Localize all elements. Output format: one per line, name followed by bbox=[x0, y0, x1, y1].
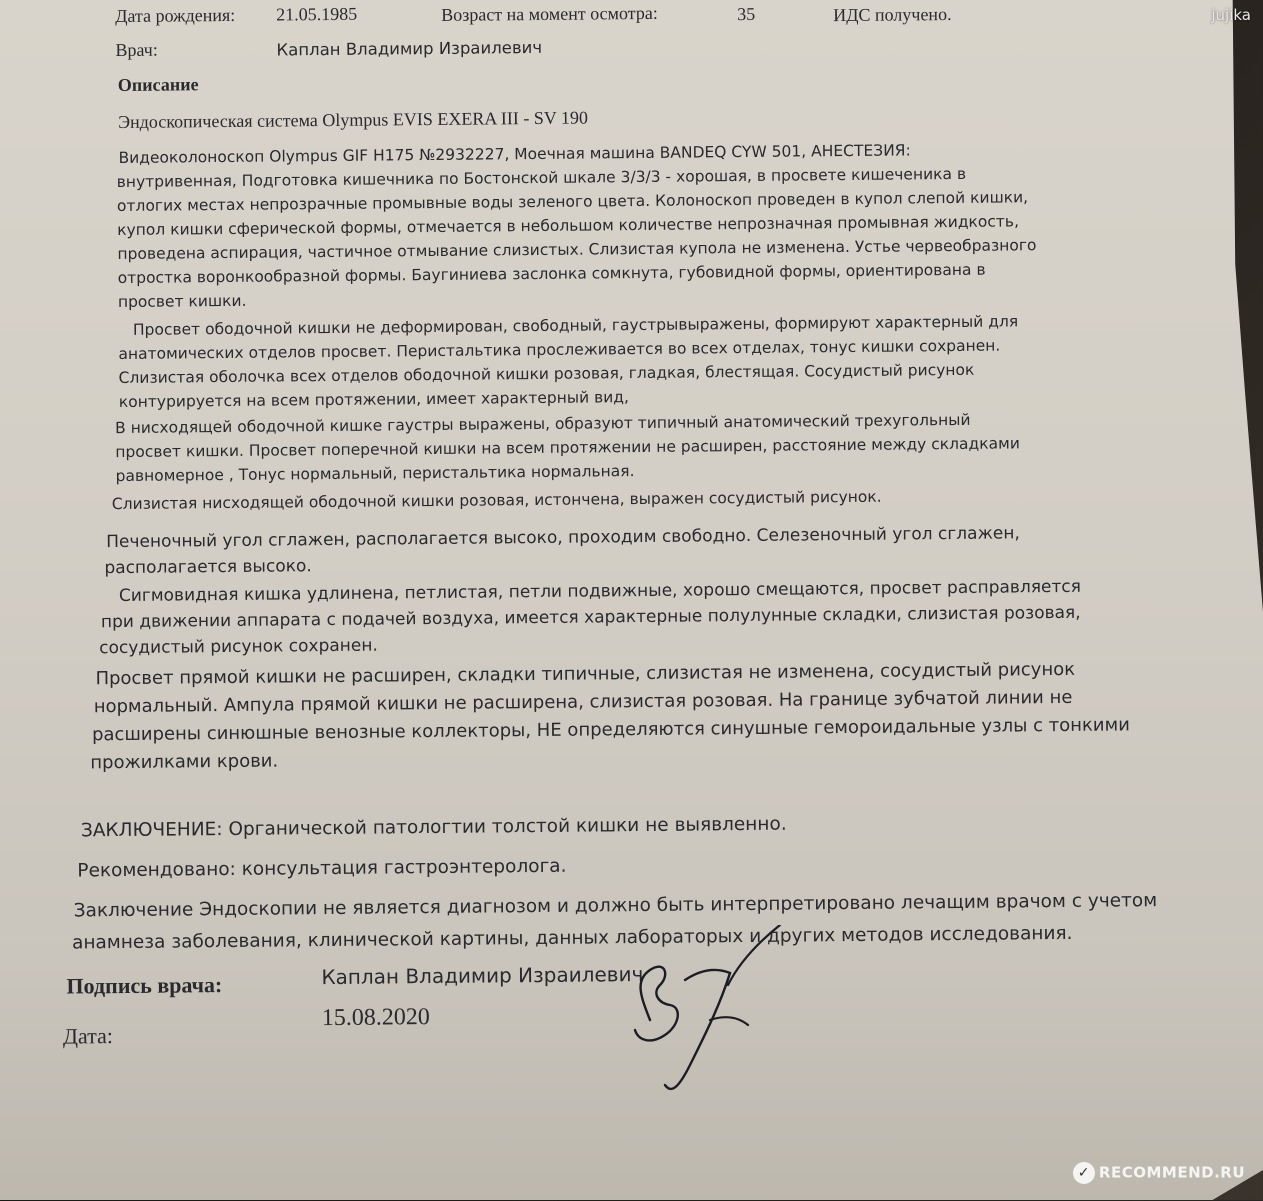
age-value: 35 bbox=[737, 3, 756, 25]
description-line: проведена аспирация, частичное отмывание слизистых. Слизистая купола не изменена. Устье червеобразного bbox=[117, 236, 1037, 264]
description-line: анатомических отделов просвет. Перистальтика прослеживается во всех отделах, тонус кишки сохранен. bbox=[118, 336, 1001, 364]
description-line: Сигмовидная кишка удлинена, петлистая, петли подвижные, хорошо смещаются, просвет расправляется bbox=[102, 576, 1082, 607]
description-line: В нисходящей ободочной кишке гаустры выражены, образуют типичный анатомический трехугольный bbox=[115, 410, 971, 438]
signature-stroke bbox=[635, 967, 678, 1041]
site-watermark-text: RECOMMEND.RU bbox=[1098, 1163, 1245, 1182]
description-line: располагается высоко. bbox=[104, 556, 312, 579]
recommend-logo-icon: ✓ bbox=[1073, 1162, 1095, 1184]
disclaimer-line: анамнеза заболевания, клинической картины, данных лабораторых и других методов исследования. bbox=[71, 922, 1073, 954]
description-line: Печеночный угол сглажен, располагается высоко, проходим свободно. Селезеночный угол сглажен, bbox=[106, 523, 1020, 553]
site-watermark bbox=[1073, 1162, 1245, 1184]
description-line: купол кишки сферической формы, отмечается в небольшом количестве непрозначная промывная жидкость, bbox=[117, 212, 1020, 240]
description-line: отлогих местах непрозрачные промывные воды зеленого цвета. Колоноскоп проведен в купол слепой кишки, bbox=[116, 188, 1029, 216]
description-line: контурируется на всем протяжении, имеет характерный вид, bbox=[118, 388, 629, 412]
user-watermark: jujika bbox=[1211, 6, 1251, 24]
description-line: Слизистая нисходящей ободочной кишки розовая, истончена, выражен сосудистый рисунок. bbox=[111, 487, 882, 514]
recommendation-text: Рекомендовано: консультация гастроэнтеролога. bbox=[77, 855, 567, 882]
conclusion-text: ЗАКЛЮЧЕНИЕ: Органической патологтии толстой кишки не выявленно. bbox=[80, 813, 787, 842]
description-heading: Описание bbox=[117, 74, 199, 96]
doctor-label: Врач: bbox=[115, 39, 158, 61]
description-line: сосудистый рисунок сохранен. bbox=[99, 635, 378, 659]
ids-status: ИДС получено. bbox=[833, 4, 952, 26]
signature-stroke bbox=[665, 970, 730, 1089]
signature-name: Каплан Владимир Израилевич bbox=[321, 962, 644, 990]
description-line: внутривенная, Подготовка кишечника по Бостонской шкале 3/3/3 - хорошая, в просвете кишеченика в bbox=[116, 164, 967, 192]
signature-date: 15.08.2020 bbox=[321, 1004, 430, 1032]
handwritten-signature bbox=[610, 925, 810, 1105]
signature-stroke bbox=[710, 1017, 748, 1025]
description-line: отростка воронкообразной формы. Баугиниева заслонка сомкнута, губовидной формы, ориентирована в bbox=[117, 260, 986, 288]
dob-label: Дата рождения: bbox=[115, 4, 236, 27]
description-line: прожилками крови. bbox=[90, 750, 279, 774]
signature-label: Подпись врача: bbox=[66, 972, 223, 999]
description-line: равномерное , Тонус нормальный, перистальтика нормальная. bbox=[115, 462, 635, 486]
disclaimer-line: Заключение Эндоскопии не является диагнозом и должно быть интерпретировано лечащим врачом с учетом bbox=[73, 890, 1158, 922]
age-label: Возраст на момент осмотра: bbox=[441, 2, 658, 25]
dob-value: 21.05.1985 bbox=[276, 3, 358, 25]
description-line: при движении аппарата с подачей воздуха, имеется характерные полулунные складки, слизистая розовая, bbox=[100, 602, 1081, 633]
description-line: просвет кишки. Просвет поперечной кишки на всем протяжении не расширен, расстояние между складками bbox=[115, 434, 1020, 462]
description-line: Просвет прямой кишки не расширен, складки типичные, слизистая не изменена, сосудистый рисунок bbox=[95, 658, 1076, 690]
description-line: расширены синюшные венозные коллекторы, НЕ определяются синушные гемороидальные узлы с тонкими bbox=[91, 714, 1130, 746]
description-line: просвет кишки. bbox=[117, 291, 247, 312]
date-label: Дата: bbox=[62, 1023, 114, 1049]
description-line: нормальный. Ампула прямой кишки не расширена, слизистая розовая. На границе зубчатой линии не bbox=[93, 686, 1073, 718]
doctor-name: Каплан Владимир Израилевич bbox=[276, 37, 543, 60]
endoscopy-system: Эндоскопическая система Olympus EVIS EXERA III - SV 190 bbox=[118, 107, 589, 133]
description-line: Просвет ободочной кишки не деформирован, свободный, гаустрывыражены, формируют характерный для bbox=[118, 312, 1019, 340]
signature-stroke bbox=[728, 925, 780, 985]
description-line: Слизистая оболочка всех отделов ободочной кишки розовая, гладкая, блестящая. Сосудистый рисунок bbox=[118, 360, 975, 388]
description-line: Видеоколоноскоп Olympus GIF H175 №2932227, Моечная машина BANDEQ CYW 501, АНЕСТЕЗИЯ: bbox=[118, 141, 911, 168]
